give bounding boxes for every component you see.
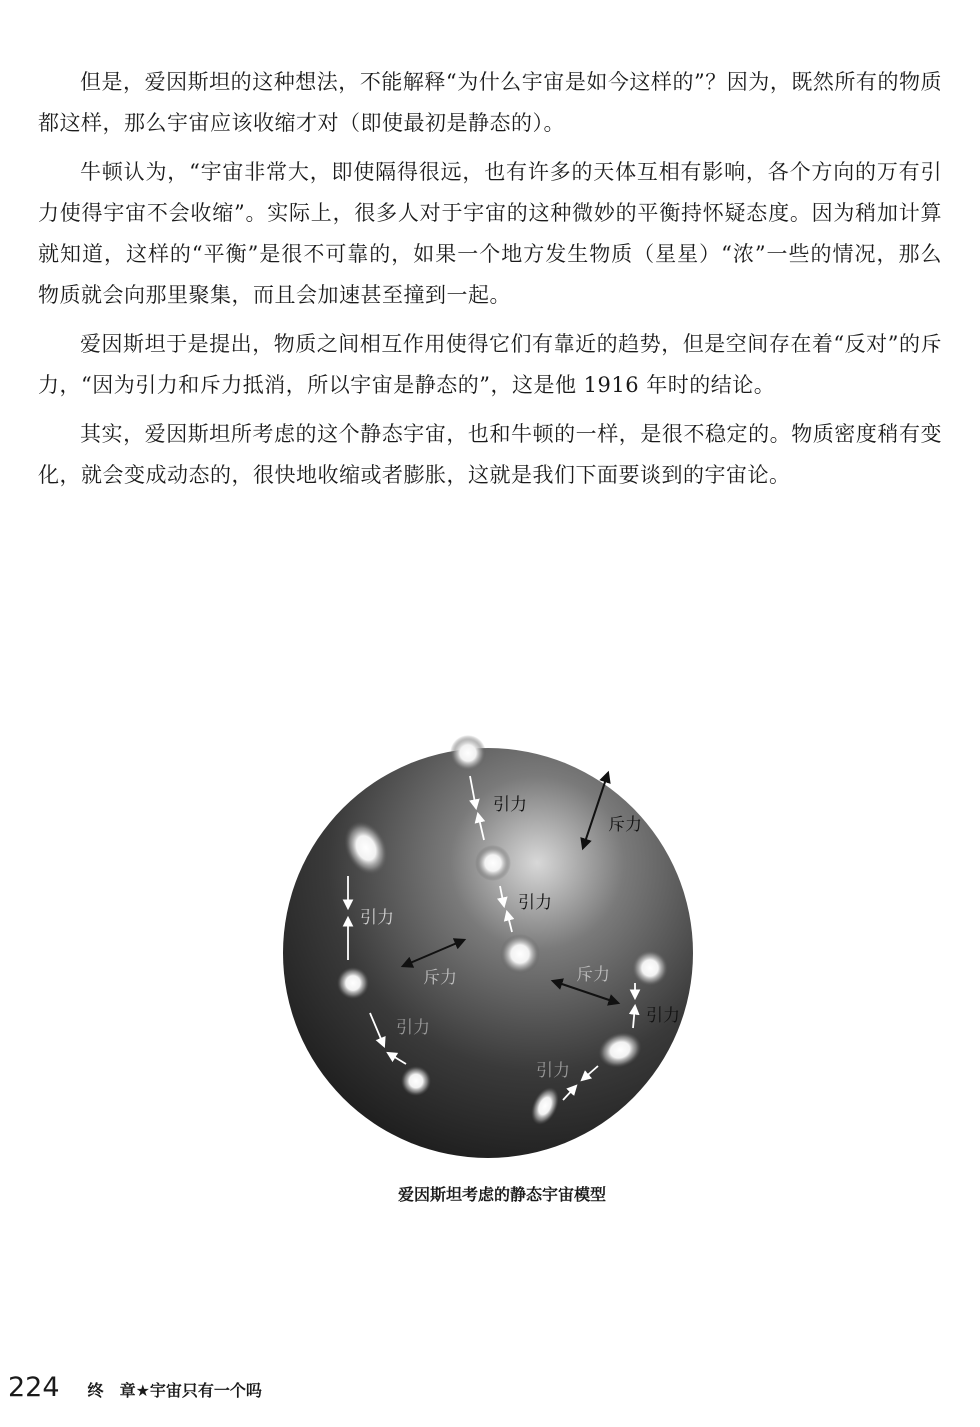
repulsion-label: 斥力 <box>423 968 457 988</box>
gravity-label: 引力 <box>396 1018 430 1038</box>
paragraph-2: 牛顿认为，“宇宙非常大，即使隔得很远，也有许多的天体互相有影响，各个方向的万有引力使得宇宙不会收缩”。实际上，很多人对于宇宙的这种微妙的平衡持怀疑态度。因为稍加计算就知道，这样的“平衡”是很不可靠的，如果一个地方发生物质（星星）“浓”一些的情况，那么物质就会向那里聚集，而且会加速甚至撞到一起。 <box>38 160 942 307</box>
universe-diagram <box>278 728 698 1168</box>
paragraph-1: 但是，爱因斯坦的这种想法，不能解释“为什么宇宙是如今这样的”？因为，既然所有的物质都这样，那么宇宙应该收缩才对（即使最初是静态的）。 <box>38 70 942 135</box>
paragraph-3: 爱因斯坦于是提出，物质之间相互作用使得它们有靠近的趋势，但是空间存在着“反对”的斥力，“因为引力和斥力抵消，所以宇宙是静态的”，这是他 1916 年时的结论。 <box>38 332 942 397</box>
galaxy <box>401 1066 431 1096</box>
space-disk <box>283 748 693 1158</box>
chapter-title <box>88 1378 262 1401</box>
gravity-label: 引力 <box>493 795 527 815</box>
chapter-prefix: 终 <box>87 1381 104 1400</box>
gravity-label: 引力 <box>646 1006 680 1026</box>
figure-caption: 爱因斯坦考虑的静态宇宙模型 <box>397 1185 606 1204</box>
gravity-label: 引力 <box>518 893 552 913</box>
galaxy <box>475 845 511 881</box>
galaxy <box>500 934 540 974</box>
repulsion-label: 斥力 <box>576 965 610 985</box>
chapter-name: 章★宇宙只有一个吗 <box>119 1381 262 1400</box>
galaxy <box>337 967 369 999</box>
static-universe-figure <box>278 728 698 1168</box>
page-number: 224 <box>8 1372 60 1403</box>
galaxy <box>632 950 668 986</box>
page-footer <box>8 1372 262 1403</box>
paragraph-4: 其实，爱因斯坦所考虑的这个静态宇宙，也和牛顿的一样，是很不稳定的。物质密度稍有变化，就会变成动态的，很快地收缩或者膨胀，这就是我们下面要谈到的宇宙论。 <box>38 422 942 487</box>
galaxy <box>450 735 486 771</box>
gravity-label: 引力 <box>360 908 394 928</box>
gravity-label: 引力 <box>536 1061 570 1081</box>
body-text <box>38 62 942 504</box>
repulsion-label: 斥力 <box>608 815 642 835</box>
